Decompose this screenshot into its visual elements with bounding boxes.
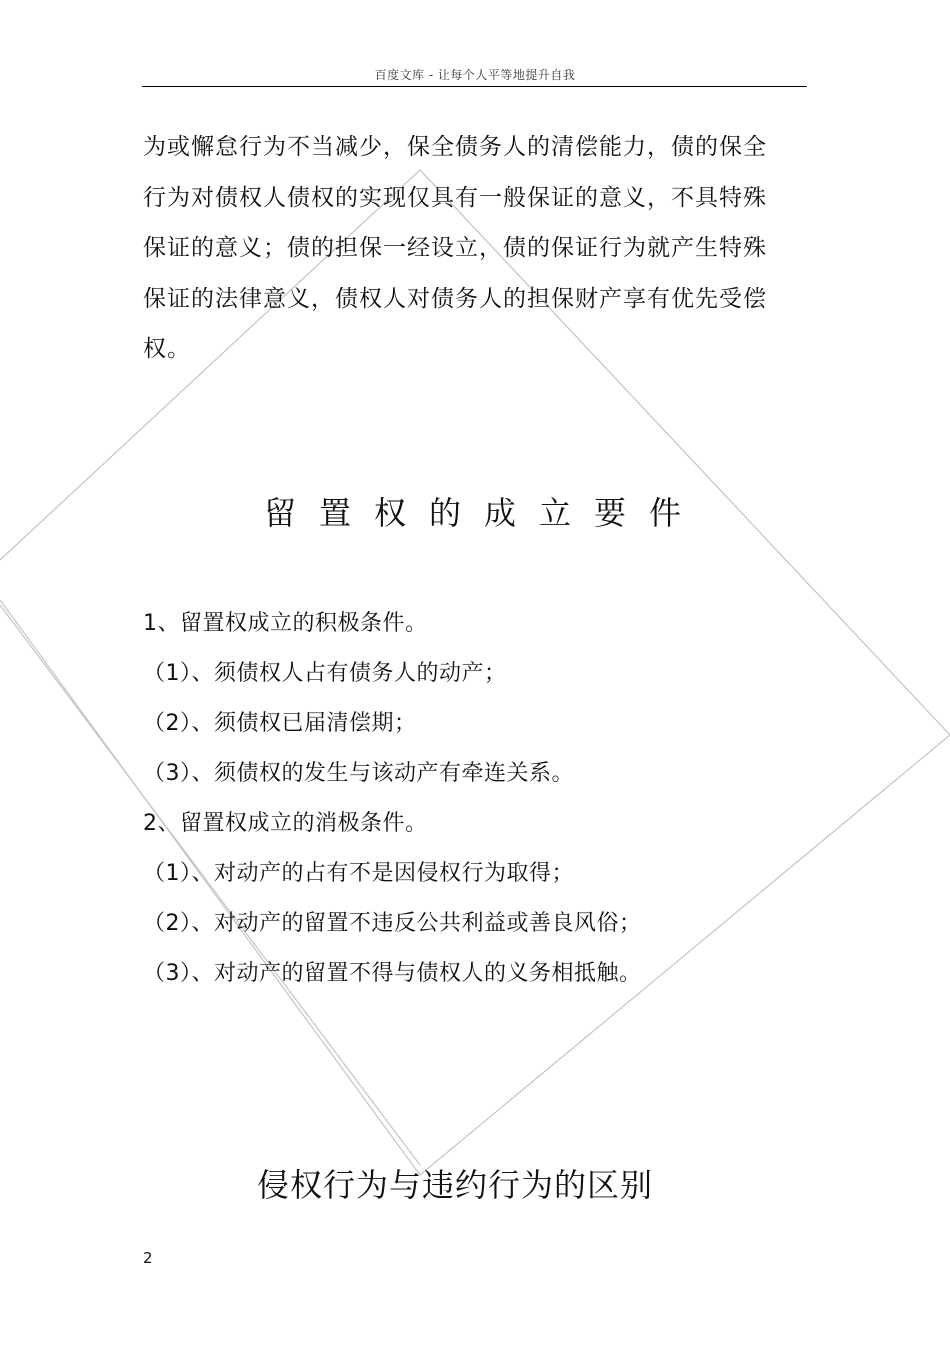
paragraph-line: 保证的法律意义，债权人对债务人的担保财产享有优先受偿 [143, 285, 767, 312]
header-divider [142, 86, 807, 87]
page-number: 2 [143, 1249, 153, 1267]
list-item: （2）、须债权已届清偿期； [143, 711, 417, 736]
page-header: 百度文库 - 让每个人平等地提升自我 [374, 68, 576, 82]
paragraph-line: 权。 [143, 336, 191, 362]
list-item: （3）、须债权的发生与该动产有牵连关系。 [143, 761, 574, 786]
list-item: （3）、对动产的留置不得与债权人的义务相抵触。 [143, 961, 642, 986]
list-item: （1）、对动产的占有不是因侵权行为取得； [143, 861, 574, 886]
list-item: （1）、须债权人占有债务人的动产； [143, 661, 507, 686]
paragraph-line: 为或懈怠行为不当减少，保全债务人的清偿能力，债的保全 [143, 134, 767, 160]
section-heading-tort-vs-contract: 侵权行为与违约行为的区别 [256, 1166, 653, 1204]
paragraph-line: 保证的意义；债的担保一经设立，债的保证行为就产生特殊 [143, 235, 767, 261]
list-item: 2、留置权成立的消极条件。 [143, 811, 428, 836]
paragraph-line: 行为对债权人债权的实现仅具有一般保证的意义，不具特殊 [143, 184, 767, 211]
list-item: （2）、对动产的留置不违反公共利益或善良风俗； [143, 911, 642, 936]
list-item: 1、留置权成立的积极条件。 [143, 611, 428, 636]
section-heading-lien-requirements: 留置权的成立要件 [263, 494, 704, 532]
body-paragraph [143, 122, 767, 375]
